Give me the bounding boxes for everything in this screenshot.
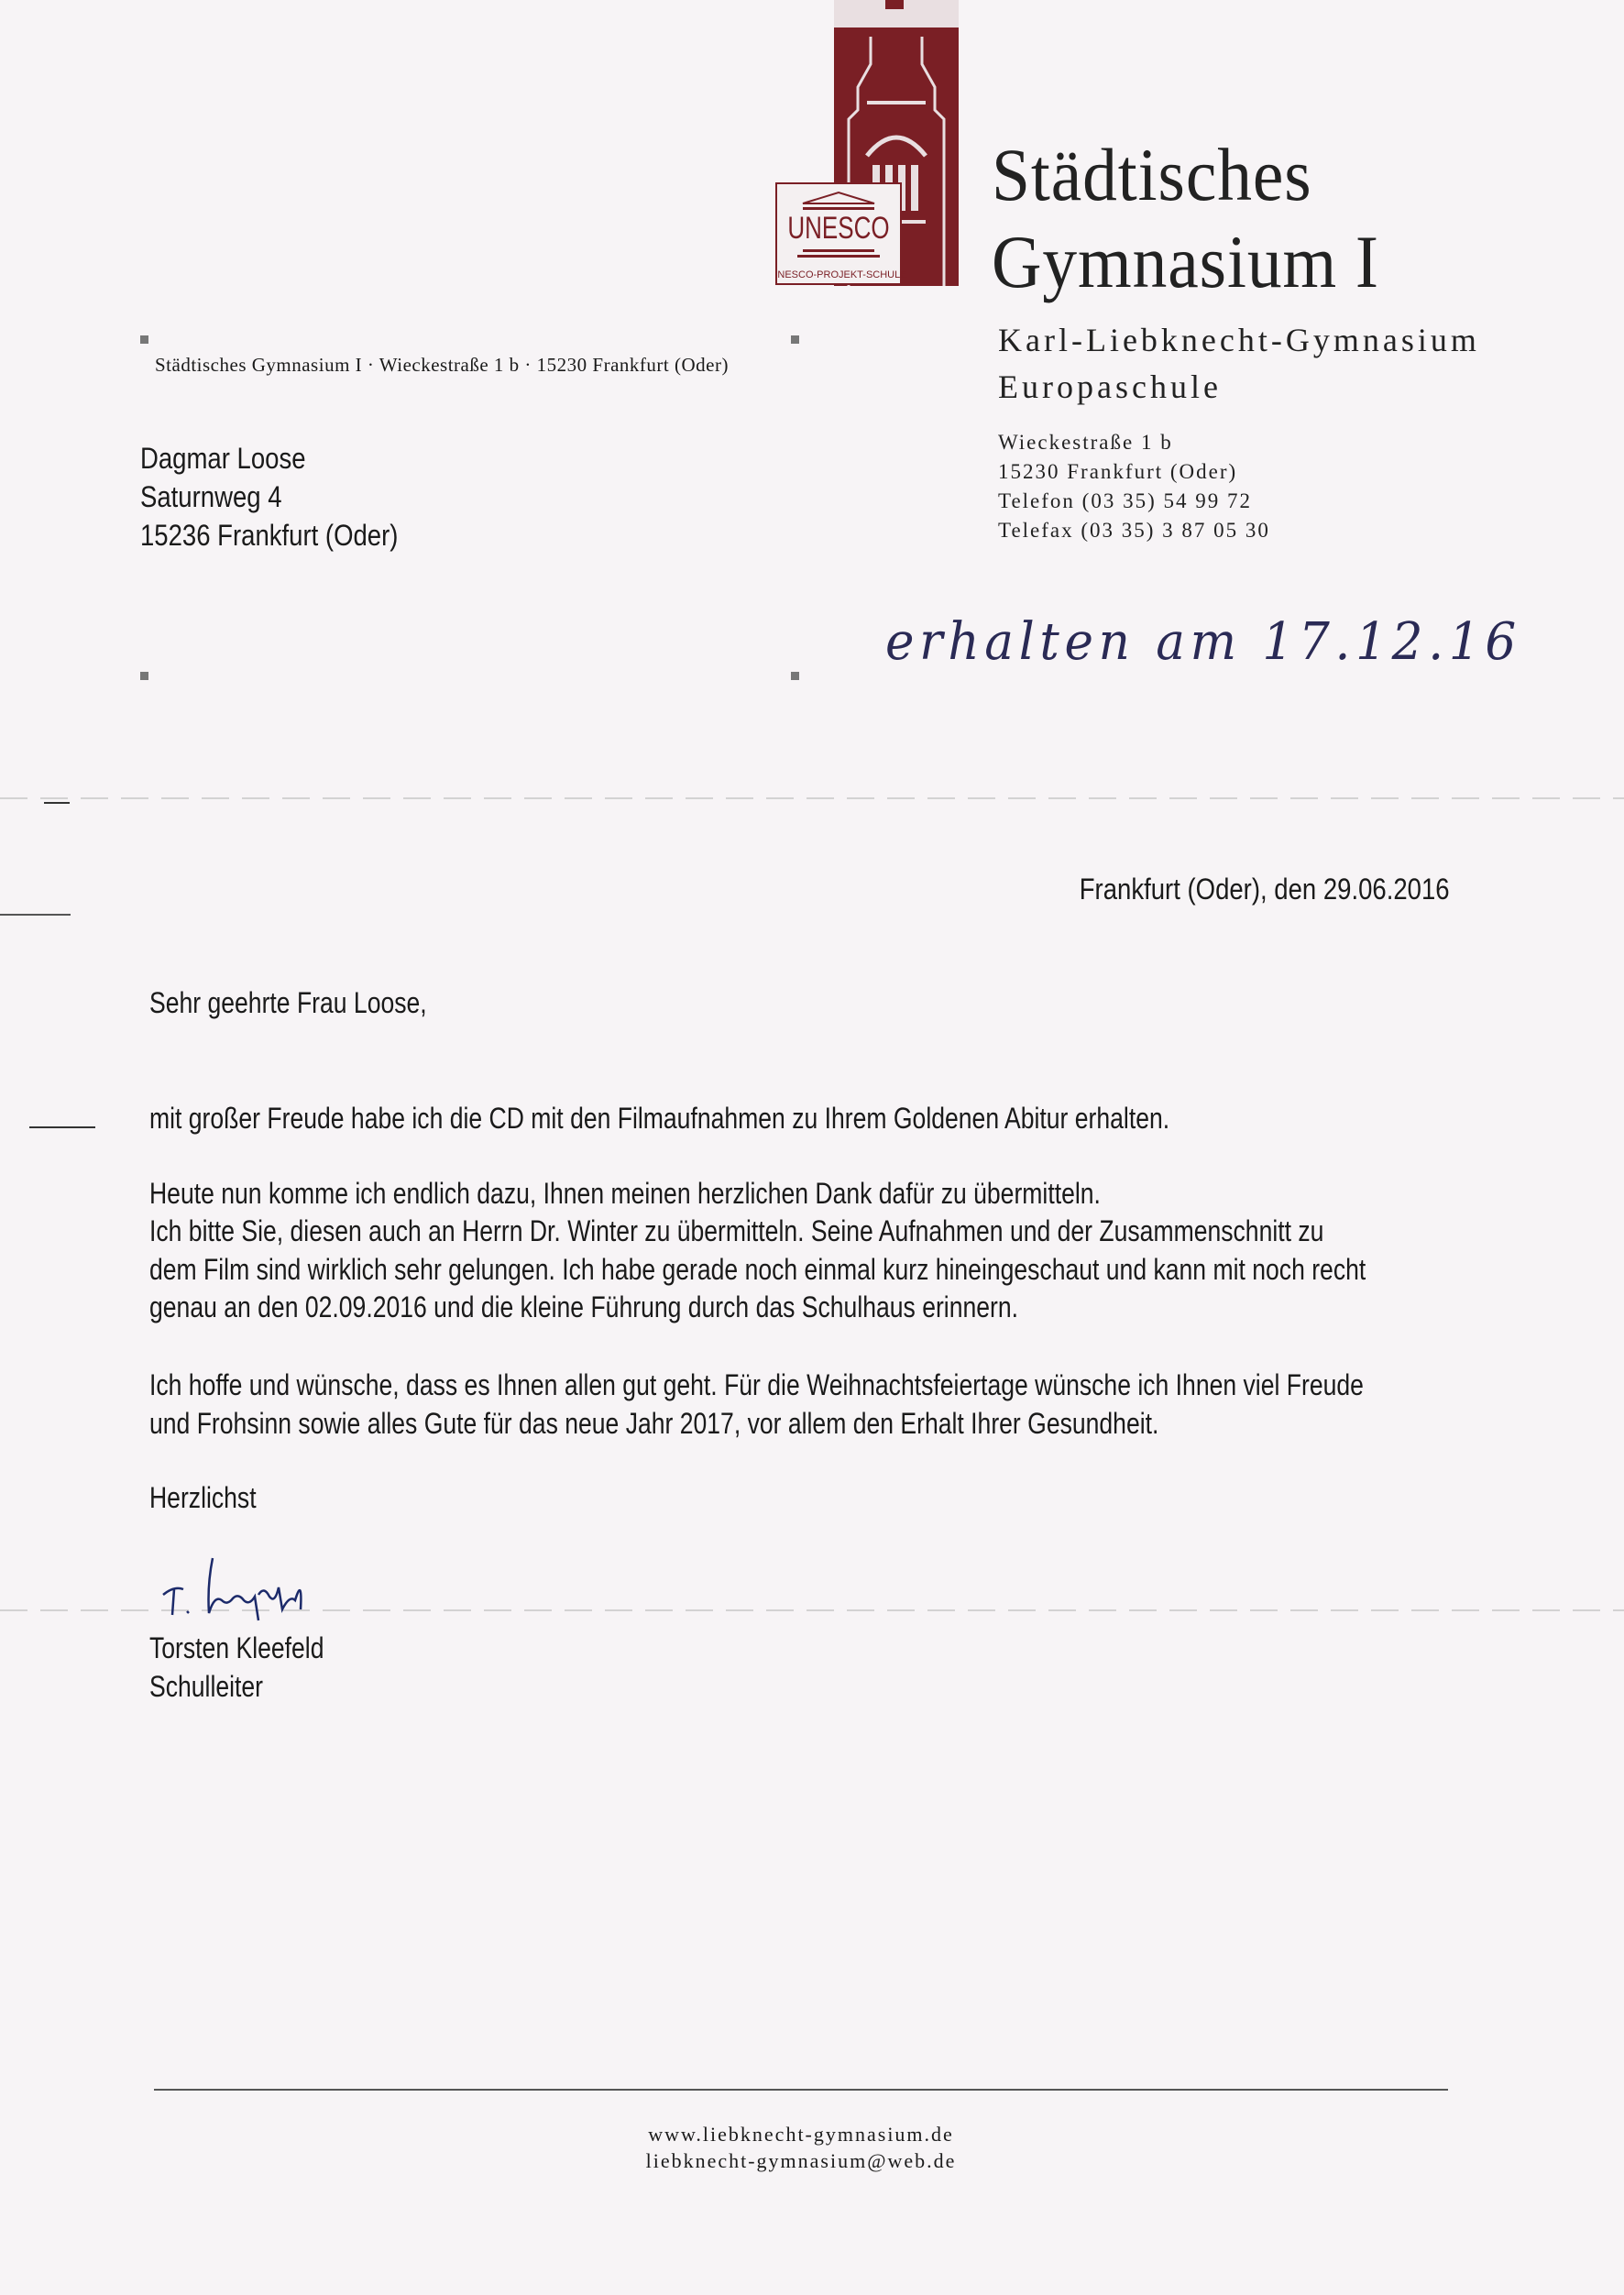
window-marker [140, 672, 148, 680]
sender-line: Städtisches Gymnasium I · Wieckestraße 1 b · 15230 Frankfurt (Oder) [155, 354, 729, 376]
school-fax: Telefax (03 35) 3 87 05 30 [998, 519, 1270, 542]
school-name-line2: Gymnasium I [992, 220, 1379, 303]
school-subtitle-2: Europaschule [998, 368, 1222, 405]
school-subtitle-1: Karl-Liebknecht-Gymnasium [998, 322, 1480, 358]
body-line: Heute nun komme ich endlich dazu, Ihnen meinen herzlichen Dank dafür zu übermitteln. [149, 1177, 1101, 1210]
fold-mark [0, 914, 71, 916]
letter-date: Frankfurt (Oder), den 29.06.2016 [1080, 873, 1450, 906]
footer-email[interactable]: liebknecht-gymnasium@web.de [645, 2149, 957, 2172]
closing: Herzlichst [149, 1481, 257, 1514]
school-logo [775, 0, 959, 286]
recipient-street: Saturnweg 4 [140, 480, 282, 513]
svg-text:UNESCO-PROJEKT-SCHULE: UNESCO-PROJEKT-SCHULE [775, 269, 907, 280]
signature [156, 1549, 357, 1627]
body-line: Ich bitte Sie, diesen auch an Herrn Dr. Winter zu übermitteln. Seine Aufnahmen und der Zusammenschnitt zu [149, 1214, 1324, 1247]
school-phone: Telefon (03 35) 54 99 72 [998, 489, 1252, 512]
school-street: Wieckestraße 1 b [998, 431, 1173, 454]
window-marker [791, 672, 799, 680]
body-line: mit großer Freude habe ich die CD mit den Filmaufnahmen zu Ihrem Goldenen Abitur erhalten. [149, 1102, 1170, 1135]
fold-mark [44, 802, 70, 804]
school-city: 15230 Frankfurt (Oder) [998, 460, 1238, 483]
salutation: Sehr geehrte Frau Loose, [149, 986, 427, 1019]
school-name-line1: Städtisches [992, 133, 1312, 216]
body-line: genau an den 02.09.2016 und die kleine Führung durch das Schulhaus erinnern. [149, 1290, 1019, 1323]
handwritten-received-note: erhalten am 17.12.16 [885, 612, 1521, 672]
recipient-name: Dagmar Loose [140, 442, 306, 475]
footer-divider [154, 2089, 1448, 2091]
signer-title: Schulleiter [149, 1670, 264, 1703]
footer-website[interactable]: www.liebknecht-gymnasium.de [648, 2123, 954, 2146]
punch-mark [29, 1126, 95, 1128]
recipient-city: 15236 Frankfurt (Oder) [140, 519, 399, 552]
body-line: und Frohsinn sowie alles Gute für das neue Jahr 2017, vor allem den Erhalt Ihrer Gesundheit. [149, 1407, 1159, 1440]
window-marker [140, 335, 148, 344]
window-marker [791, 335, 799, 344]
svg-text:UNESCO: UNESCO [787, 211, 890, 246]
body-line: dem Film sind wirklich sehr gelungen. Ich habe gerade noch einmal kurz hineingeschaut und kann mit noch recht [149, 1253, 1366, 1286]
fold-line [0, 797, 1624, 799]
signer-name: Torsten Kleefeld [149, 1631, 324, 1664]
body-line: Ich hoffe und wünsche, dass es Ihnen allen gut geht. Für die Weihnachtsfeiertage wünsche ich Ihnen viel Freude [149, 1368, 1364, 1401]
